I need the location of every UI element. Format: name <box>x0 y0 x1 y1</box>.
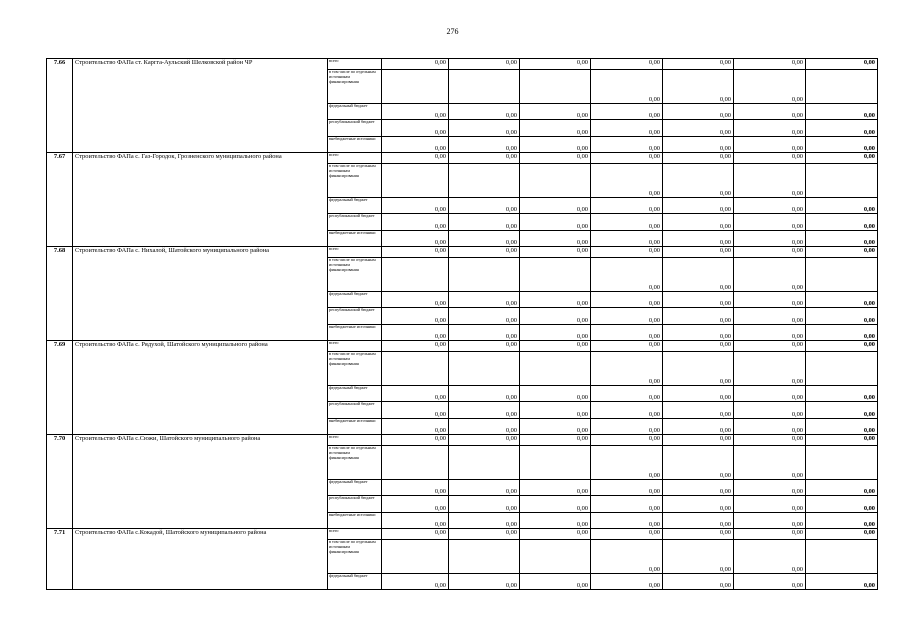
value-cell <box>382 540 449 574</box>
value-cell: 0,00 <box>449 325 520 341</box>
page-number: 276 <box>446 27 459 36</box>
value-cell: 0,00 <box>663 59 734 70</box>
value-cell: 0,00 <box>663 70 734 104</box>
value-cell <box>806 258 878 292</box>
table-row <box>47 341 878 352</box>
item-name: Строительство ФАПа с. Газ-Городок, Грозненского муниципального района <box>73 153 328 247</box>
value-cell: 0,00 <box>520 513 591 529</box>
value-cell: 0,00 <box>663 402 734 419</box>
value-cell: 0,00 <box>663 214 734 231</box>
funding-source-label: в том числе по отдельным источникам финансирования <box>328 352 382 386</box>
value-cell: 0,00 <box>591 574 663 590</box>
item-number: 7.67 <box>47 153 73 247</box>
value-cell: 0,00 <box>449 308 520 325</box>
value-cell: 0,00 <box>591 70 663 104</box>
value-cell: 0,00 <box>806 214 878 231</box>
value-cell: 0,00 <box>734 325 806 341</box>
value-cell: 0,00 <box>382 402 449 419</box>
value-cell: 0,00 <box>806 104 878 120</box>
value-cell: 0,00 <box>663 496 734 513</box>
value-cell: 0,00 <box>806 308 878 325</box>
funding-source-label: республиканский бюджет <box>328 120 382 137</box>
value-cell: 0,00 <box>734 104 806 120</box>
value-cell: 0,00 <box>663 419 734 435</box>
value-cell: 0,00 <box>520 120 591 137</box>
value-cell: 0,00 <box>663 513 734 529</box>
value-cell: 0,00 <box>806 435 878 446</box>
value-cell: 0,00 <box>734 247 806 258</box>
value-cell: 0,00 <box>591 104 663 120</box>
value-cell: 0,00 <box>591 341 663 352</box>
value-cell: 0,00 <box>520 104 591 120</box>
value-cell <box>449 70 520 104</box>
value-cell: 0,00 <box>806 341 878 352</box>
value-cell: 0,00 <box>734 419 806 435</box>
value-cell: 0,00 <box>591 214 663 231</box>
value-cell: 0,00 <box>520 247 591 258</box>
item-number: 7.66 <box>47 59 73 153</box>
value-cell: 0,00 <box>734 341 806 352</box>
value-cell: 0,00 <box>806 153 878 164</box>
value-cell: 0,00 <box>591 386 663 402</box>
value-cell: 0,00 <box>591 231 663 247</box>
value-cell: 0,00 <box>520 496 591 513</box>
value-cell: 0,00 <box>591 496 663 513</box>
value-cell: 0,00 <box>449 402 520 419</box>
item-name: Строительство ФАПа с.Кокадой, Шатойского муниципального района <box>73 529 328 590</box>
value-cell: 0,00 <box>449 120 520 137</box>
funding-source-label: в том числе по отдельным источникам финансирования <box>328 540 382 574</box>
value-cell: 0,00 <box>591 59 663 70</box>
item-number: 7.71 <box>47 529 73 590</box>
value-cell: 0,00 <box>663 308 734 325</box>
value-cell <box>520 540 591 574</box>
value-cell: 0,00 <box>734 292 806 308</box>
funding-source-label: всего <box>328 529 382 540</box>
value-cell: 0,00 <box>591 308 663 325</box>
value-cell <box>806 164 878 198</box>
value-cell: 0,00 <box>806 574 878 590</box>
value-cell <box>806 446 878 480</box>
value-cell <box>520 446 591 480</box>
value-cell: 0,00 <box>520 153 591 164</box>
funding-source-label: федеральный бюджет <box>328 292 382 308</box>
funding-source-label: всего <box>328 341 382 352</box>
value-cell: 0,00 <box>734 120 806 137</box>
value-cell: 0,00 <box>734 198 806 214</box>
value-cell: 0,00 <box>449 153 520 164</box>
value-cell: 0,00 <box>734 574 806 590</box>
value-cell: 0,00 <box>591 540 663 574</box>
value-cell: 0,00 <box>449 214 520 231</box>
funding-source-label: федеральный бюджет <box>328 480 382 496</box>
funding-source-label: всего <box>328 153 382 164</box>
value-cell: 0,00 <box>449 419 520 435</box>
value-cell <box>806 540 878 574</box>
value-cell <box>806 352 878 386</box>
value-cell: 0,00 <box>382 341 449 352</box>
value-cell: 0,00 <box>806 120 878 137</box>
value-cell: 0,00 <box>382 137 449 153</box>
value-cell: 0,00 <box>591 292 663 308</box>
item-name: Строительство ФАПа с. Нихалой, Шатойского муниципального района <box>73 247 328 341</box>
value-cell: 0,00 <box>806 198 878 214</box>
value-cell: 0,00 <box>449 496 520 513</box>
value-cell: 0,00 <box>382 120 449 137</box>
value-cell: 0,00 <box>449 137 520 153</box>
item-number: 7.69 <box>47 341 73 435</box>
value-cell: 0,00 <box>806 419 878 435</box>
value-cell <box>382 446 449 480</box>
value-cell: 0,00 <box>449 386 520 402</box>
item-number: 7.70 <box>47 435 73 529</box>
value-cell: 0,00 <box>806 480 878 496</box>
value-cell: 0,00 <box>449 435 520 446</box>
value-cell: 0,00 <box>382 574 449 590</box>
value-cell: 0,00 <box>520 59 591 70</box>
value-cell: 0,00 <box>591 352 663 386</box>
value-cell: 0,00 <box>449 341 520 352</box>
funding-source-label: республиканский бюджет <box>328 308 382 325</box>
value-cell: 0,00 <box>663 164 734 198</box>
funding-source-label: внебюджетные источники <box>328 513 382 529</box>
value-cell: 0,00 <box>520 341 591 352</box>
value-cell: 0,00 <box>449 59 520 70</box>
value-cell: 0,00 <box>806 386 878 402</box>
value-cell: 0,00 <box>663 446 734 480</box>
funding-source-label: всего <box>328 59 382 70</box>
value-cell <box>449 446 520 480</box>
value-cell: 0,00 <box>734 164 806 198</box>
funding-source-label: внебюджетные источники <box>328 231 382 247</box>
value-cell: 0,00 <box>663 529 734 540</box>
value-cell: 0,00 <box>806 513 878 529</box>
value-cell: 0,00 <box>734 513 806 529</box>
value-cell: 0,00 <box>734 352 806 386</box>
value-cell: 0,00 <box>382 292 449 308</box>
table-row <box>47 529 878 540</box>
value-cell: 0,00 <box>520 402 591 419</box>
value-cell: 0,00 <box>382 529 449 540</box>
item-name: Строительство ФАПа с. Pядухой, Шатойского муниципального района <box>73 341 328 435</box>
value-cell: 0,00 <box>382 214 449 231</box>
value-cell: 0,00 <box>449 529 520 540</box>
value-cell: 0,00 <box>520 231 591 247</box>
value-cell: 0,00 <box>382 308 449 325</box>
financing-table <box>46 58 878 590</box>
value-cell: 0,00 <box>382 496 449 513</box>
value-cell: 0,00 <box>806 292 878 308</box>
value-cell: 0,00 <box>520 198 591 214</box>
value-cell <box>382 258 449 292</box>
value-cell: 0,00 <box>591 153 663 164</box>
funding-source-label: республиканский бюджет <box>328 214 382 231</box>
value-cell: 0,00 <box>663 258 734 292</box>
value-cell: 0,00 <box>591 258 663 292</box>
value-cell: 0,00 <box>382 153 449 164</box>
funding-source-label: внебюджетные источники <box>328 419 382 435</box>
value-cell <box>449 258 520 292</box>
value-cell: 0,00 <box>806 529 878 540</box>
value-cell: 0,00 <box>449 247 520 258</box>
value-cell: 0,00 <box>663 198 734 214</box>
funding-source-label: республиканский бюджет <box>328 402 382 419</box>
value-cell: 0,00 <box>806 325 878 341</box>
value-cell: 0,00 <box>663 247 734 258</box>
funding-source-label: федеральный бюджет <box>328 198 382 214</box>
value-cell: 0,00 <box>382 386 449 402</box>
value-cell: 0,00 <box>591 480 663 496</box>
value-cell: 0,00 <box>663 352 734 386</box>
value-cell: 0,00 <box>520 386 591 402</box>
value-cell: 0,00 <box>663 231 734 247</box>
value-cell: 0,00 <box>449 104 520 120</box>
value-cell: 0,00 <box>520 325 591 341</box>
value-cell: 0,00 <box>382 435 449 446</box>
value-cell: 0,00 <box>663 540 734 574</box>
value-cell: 0,00 <box>382 247 449 258</box>
value-cell: 0,00 <box>663 325 734 341</box>
value-cell <box>449 352 520 386</box>
value-cell: 0,00 <box>382 198 449 214</box>
value-cell: 0,00 <box>734 402 806 419</box>
funding-source-label: республиканский бюджет <box>328 496 382 513</box>
value-cell: 0,00 <box>520 435 591 446</box>
item-number: 7.68 <box>47 247 73 341</box>
value-cell: 0,00 <box>591 446 663 480</box>
value-cell: 0,00 <box>449 292 520 308</box>
value-cell <box>520 164 591 198</box>
funding-source-label: федеральный бюджет <box>328 386 382 402</box>
value-cell: 0,00 <box>591 120 663 137</box>
value-cell: 0,00 <box>382 231 449 247</box>
value-cell: 0,00 <box>734 386 806 402</box>
value-cell: 0,00 <box>449 574 520 590</box>
value-cell: 0,00 <box>734 446 806 480</box>
value-cell: 0,00 <box>591 529 663 540</box>
value-cell: 0,00 <box>591 137 663 153</box>
value-cell: 0,00 <box>663 292 734 308</box>
value-cell: 0,00 <box>806 496 878 513</box>
value-cell <box>520 258 591 292</box>
value-cell: 0,00 <box>382 480 449 496</box>
value-cell: 0,00 <box>663 435 734 446</box>
value-cell: 0,00 <box>806 247 878 258</box>
value-cell: 0,00 <box>663 386 734 402</box>
table-row <box>47 435 878 446</box>
value-cell: 0,00 <box>734 214 806 231</box>
funding-source-label: в том числе по отдельным источникам финансирования <box>328 446 382 480</box>
value-cell: 0,00 <box>520 308 591 325</box>
value-cell: 0,00 <box>734 308 806 325</box>
value-cell: 0,00 <box>382 104 449 120</box>
value-cell: 0,00 <box>806 59 878 70</box>
value-cell: 0,00 <box>734 496 806 513</box>
funding-source-label: внебюджетные источники <box>328 137 382 153</box>
value-cell: 0,00 <box>449 198 520 214</box>
value-cell: 0,00 <box>734 529 806 540</box>
value-cell: 0,00 <box>663 153 734 164</box>
value-cell: 0,00 <box>734 231 806 247</box>
value-cell: 0,00 <box>663 104 734 120</box>
funding-source-label: всего <box>328 247 382 258</box>
value-cell: 0,00 <box>591 164 663 198</box>
value-cell: 0,00 <box>382 59 449 70</box>
value-cell <box>449 164 520 198</box>
value-cell: 0,00 <box>520 214 591 231</box>
value-cell: 0,00 <box>734 540 806 574</box>
value-cell: 0,00 <box>591 435 663 446</box>
funding-source-label: в том числе по отдельным источникам финансирования <box>328 258 382 292</box>
value-cell: 0,00 <box>520 292 591 308</box>
table-row <box>47 59 878 70</box>
table-row <box>47 247 878 258</box>
value-cell: 0,00 <box>591 402 663 419</box>
value-cell: 0,00 <box>520 574 591 590</box>
value-cell: 0,00 <box>449 231 520 247</box>
funding-source-label: федеральный бюджет <box>328 104 382 120</box>
value-cell <box>520 352 591 386</box>
value-cell <box>382 70 449 104</box>
value-cell <box>806 70 878 104</box>
value-cell: 0,00 <box>520 419 591 435</box>
value-cell: 0,00 <box>734 480 806 496</box>
value-cell: 0,00 <box>449 513 520 529</box>
value-cell: 0,00 <box>520 137 591 153</box>
value-cell: 0,00 <box>806 137 878 153</box>
value-cell: 0,00 <box>734 258 806 292</box>
value-cell: 0,00 <box>663 341 734 352</box>
value-cell: 0,00 <box>591 419 663 435</box>
value-cell: 0,00 <box>591 513 663 529</box>
table-row <box>47 153 878 164</box>
value-cell: 0,00 <box>663 574 734 590</box>
value-cell <box>449 540 520 574</box>
value-cell: 0,00 <box>520 480 591 496</box>
value-cell <box>520 70 591 104</box>
value-cell: 0,00 <box>734 153 806 164</box>
value-cell: 0,00 <box>734 137 806 153</box>
value-cell <box>382 352 449 386</box>
value-cell: 0,00 <box>734 435 806 446</box>
value-cell: 0,00 <box>663 137 734 153</box>
value-cell: 0,00 <box>382 325 449 341</box>
value-cell: 0,00 <box>449 480 520 496</box>
funding-source-label: в том числе по отдельным источникам финансирования <box>328 70 382 104</box>
item-name: Строительство ФАПа ст. Каргга-Аульский Шелковской район ЧР <box>73 59 328 153</box>
value-cell: 0,00 <box>734 70 806 104</box>
value-cell: 0,00 <box>591 247 663 258</box>
value-cell: 0,00 <box>591 325 663 341</box>
funding-source-label: всего <box>328 435 382 446</box>
item-name: Строительство ФАПа с.Сюжи, Шатойского муниципального района <box>73 435 328 529</box>
value-cell: 0,00 <box>382 419 449 435</box>
value-cell: 0,00 <box>591 198 663 214</box>
value-cell: 0,00 <box>806 231 878 247</box>
value-cell: 0,00 <box>382 513 449 529</box>
value-cell: 0,00 <box>663 480 734 496</box>
funding-source-label: внебюджетные источники <box>328 325 382 341</box>
value-cell: 0,00 <box>734 59 806 70</box>
value-cell: 0,00 <box>520 529 591 540</box>
funding-source-label: в том числе по отдельным источникам финансирования <box>328 164 382 198</box>
value-cell <box>382 164 449 198</box>
value-cell: 0,00 <box>663 120 734 137</box>
value-cell: 0,00 <box>806 402 878 419</box>
funding-source-label: федеральный бюджет <box>328 574 382 590</box>
